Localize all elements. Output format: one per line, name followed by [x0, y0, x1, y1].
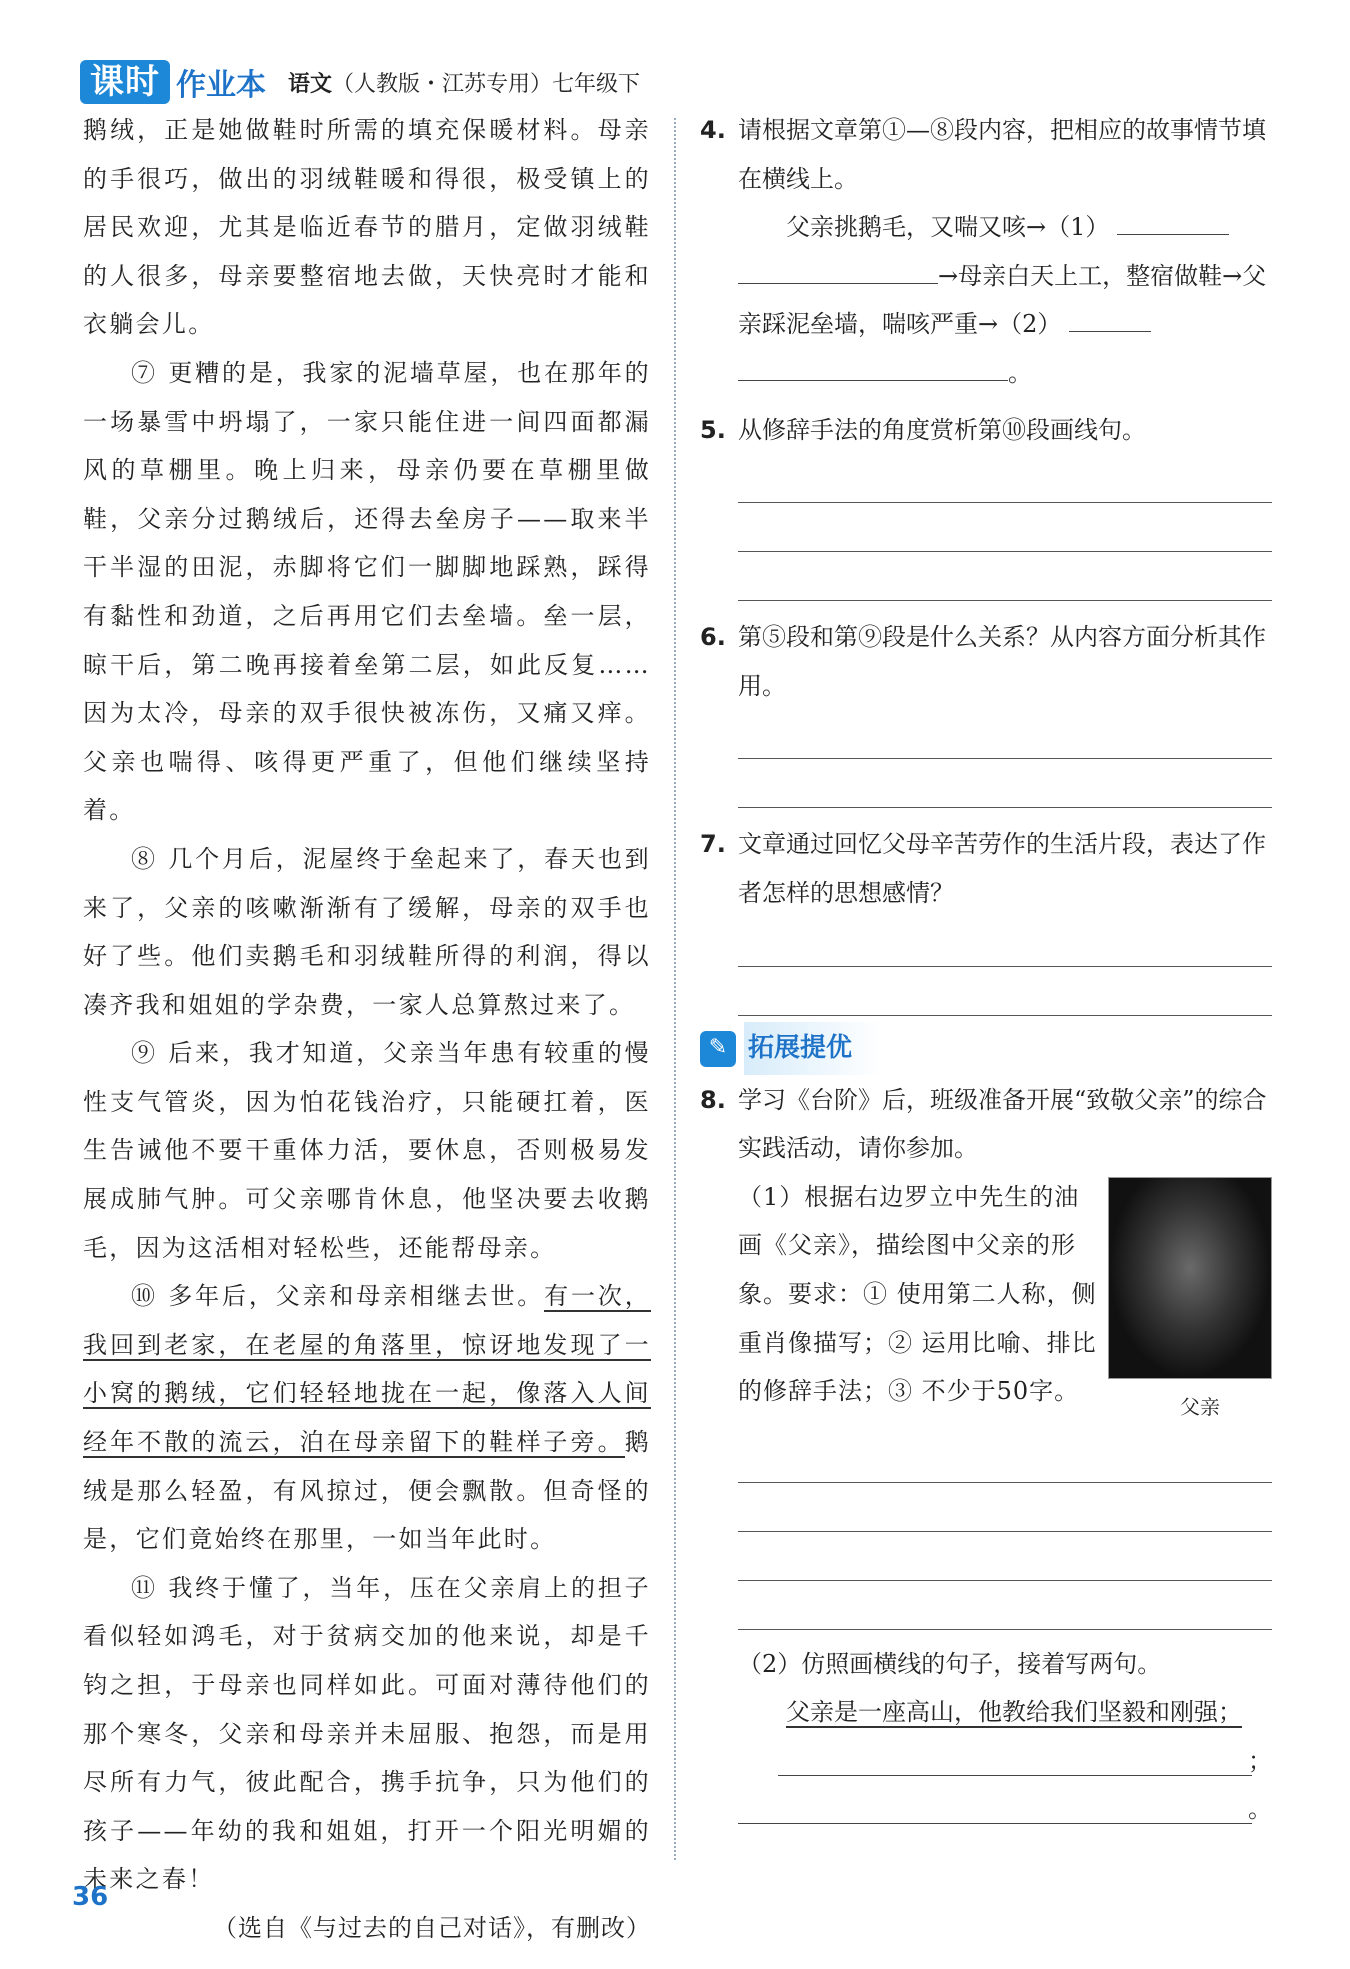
- paragraph-11: [83, 1564, 651, 1942]
- question-number: 6.: [700, 623, 726, 652]
- paragraph-7: ⑦ 更糟的是，我家的泥墙草屋，也在那年的一场暴雪中坍塌了，一家只能住进一间四面都漏风的草棚里。晚上归来，母亲仍要在草棚里做鞋，父亲分过鹅绒后，还得去垒房子——取来半干半湿的田泥，赤脚将它们一脚脚地踩熟，踩得有黏性和劲道，之后再用它们去垒墙。垒一层，晾干后，第二晚再接着垒第二层，如此反复……因为太冷，母亲的双手很快被冻伤，又痛又痒。父亲也喘得、咳得更严重了，但他们继续坚持着。: [83, 358, 651, 825]
- period: 。: [1008, 358, 1032, 387]
- question-4: [700, 106, 1272, 398]
- answer-blank-2a[interactable]: [1069, 301, 1151, 332]
- period: 。: [1248, 1794, 1272, 1823]
- paragraph-9: ⑨ 后来，我才知道，父亲当年患有较重的慢性支气管炎，因为怕花钱治疗，只能硬扛着，医生告诫他不要干重体力活，要休息，否则极易发展成肺气肿。可父亲哪肯休息，他坚决要去收鹅毛，因为这活相对轻松些，还能帮母亲。: [83, 1039, 651, 1262]
- answer-blank-2b[interactable]: [738, 350, 1008, 381]
- question-6: [700, 613, 1272, 710]
- oil-painting-father: [1108, 1177, 1272, 1379]
- questions: [700, 106, 1272, 1833]
- page-number: 36: [72, 1882, 109, 1912]
- question-text: 请根据文章第①—⑧段内容，把相应的故事情节填在横线上。: [738, 116, 1266, 193]
- answer-line[interactable]: [738, 1581, 1272, 1630]
- question-number: 7.: [700, 830, 726, 859]
- logo-text: 作业本: [176, 68, 266, 103]
- imitation-blank-1[interactable]: [778, 1745, 1252, 1776]
- question-5: [700, 406, 1272, 455]
- answer-blank-1a[interactable]: [1117, 204, 1229, 235]
- answer-line[interactable]: [738, 967, 1272, 1016]
- article-source: （选自《与过去的自己对话》，有删改）: [213, 1913, 651, 1942]
- subject: 语文: [288, 71, 333, 97]
- section-header: [700, 1024, 1272, 1074]
- sub-question-1-text: （1）根据右边罗立中先生的油画《父亲》，描绘图中父亲的形象。要求：① 使用第二人称，侧重肖像描写；② 运用比喻、排比的修辞手法；③ 不少于50字。: [738, 1182, 1097, 1406]
- question-text: 文章通过回忆父母辛苦劳作的生活片段，表达了作者怎样的思想感情？: [738, 830, 1266, 907]
- question-8: [700, 1076, 1272, 1173]
- answer-line[interactable]: [738, 1532, 1272, 1581]
- edition: （人教版・江苏专用）七年级下: [332, 71, 641, 97]
- question-number: 8.: [700, 1085, 726, 1114]
- paragraph-8: ⑧ 几个月后，泥屋终于垒起来了，春天也到来了，父亲的咳嗽渐渐有了缓解，母亲的双手也好了些。他们卖鹅毛和羽绒鞋所得的利润，得以凑齐我和姐姐的学杂费，一家人总算熬过来了。: [83, 844, 651, 1019]
- plot-line-1: 父亲挑鹅毛，又喘又咳→（1）: [786, 213, 1110, 242]
- answer-blank-1b[interactable]: [738, 253, 938, 284]
- answer-line[interactable]: [738, 454, 1272, 503]
- question-text: 第⑤段和第⑨段是什么关系？从内容方面分析其作用。: [738, 623, 1266, 700]
- question-7: [700, 820, 1272, 917]
- answer-line[interactable]: [738, 710, 1272, 759]
- model-sentence: 父亲是一座高山，他教给我们坚毅和刚强；: [786, 1698, 1242, 1727]
- question-number: 5.: [700, 415, 726, 444]
- subject-line: [288, 67, 640, 98]
- paragraph-6-end: 鹅绒，正是她做鞋时所需的填充保暖材料。母亲的手很巧，做出的羽绒鞋暖和得很，极受镇上的居民欢迎，尤其是临近春节的腊月，定做羽绒鞋的人很多，母亲要整宿地去做，天快亮时才能和衣躺会儿。: [83, 116, 651, 339]
- plot-line-2: →母亲白天上工，整宿做鞋→父亲踩泥垒墙，喘咳严重→（2）: [738, 261, 1267, 339]
- paragraph-10-end: 鹅绒是那么轻盈，有风掠过，便会飘散。但奇怪的是，它们竟始终在那里，一如当年此时。: [83, 1428, 651, 1554]
- sub-question-1: [738, 1173, 1272, 1419]
- logo: 课时: [80, 60, 170, 104]
- answer-line[interactable]: [738, 1434, 1272, 1483]
- question-text: 学习《台阶》后，班级准备开展“致敬父亲”的综合实践活动，请你参加。: [738, 1085, 1267, 1163]
- answer-line[interactable]: [738, 552, 1272, 601]
- painting-caption: 父亲: [1180, 1394, 1220, 1419]
- paragraph-10: [83, 1272, 651, 1564]
- paragraph-10-start: ⑩ 多年后，父亲和母亲相继去世。: [131, 1282, 545, 1311]
- question-text: 从修辞手法的角度赏析第⑩段画线句。: [738, 415, 1146, 444]
- underlined-sentence: 有一次，我回到老家，在老屋的角落里，惊讶地发现了一小窝的鹅绒，它们轻轻地拢在一起，像落入人间经年不散的流云，泊在母亲留下的鞋样子旁。: [83, 1282, 651, 1457]
- answer-line[interactable]: [738, 759, 1272, 808]
- semicolon: ；: [1248, 1746, 1272, 1775]
- article-text: [83, 106, 651, 1953]
- sub-question-2-text: （2）仿照画横线的句子，接着写两句。: [738, 1649, 1162, 1678]
- paragraph-11-text: ⑪ 我终于懂了，当年，压在父亲肩上的担子看似轻如鸿毛，对于贫病交加的他来说，却是千钧之担，于母亲也同样如此。可面对薄待他们的那个寒冬，父亲和母亲并未屈服、抱怨，而是用尽所有力气，彼此配合，携手抗争，只为他们的孩子——年幼的我和姐姐，打开一个阳光明媚的未来之春！: [83, 1573, 651, 1894]
- question-number: 4.: [700, 116, 726, 144]
- imitation-blank-2[interactable]: [738, 1793, 1252, 1824]
- section-title: 拓展提优: [744, 1022, 882, 1075]
- column-divider: [674, 118, 676, 1860]
- page-header: [80, 58, 640, 106]
- answer-line[interactable]: [738, 1483, 1272, 1532]
- pencil-icon: ✎: [700, 1031, 736, 1067]
- answer-line[interactable]: [738, 503, 1272, 552]
- sub-question-2: [738, 1640, 1272, 1833]
- answer-line[interactable]: [738, 918, 1272, 967]
